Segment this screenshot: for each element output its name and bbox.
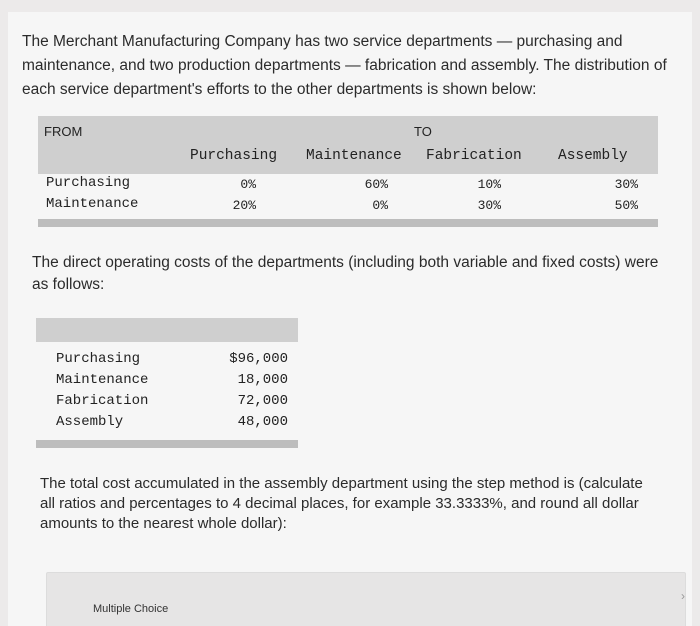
- costs-table-footer: [36, 440, 298, 448]
- distribution-table-footer: [38, 219, 658, 227]
- cell-maintenance-maintenance: 0%: [372, 198, 388, 213]
- cost-label-assembly: Assembly: [56, 414, 124, 430]
- costs-table: [36, 318, 298, 450]
- cost-value-assembly: 48,000: [237, 414, 288, 430]
- column-header-assembly: Assembly: [558, 148, 628, 164]
- cell-purchasing-fabrication: 10%: [477, 177, 501, 192]
- cost-label-purchasing: Purchasing: [56, 351, 141, 367]
- cell-maintenance-assembly: 50%: [614, 198, 638, 213]
- column-header-purchasing: Purchasing: [190, 148, 278, 164]
- cell-purchasing-purchasing: 0%: [240, 177, 256, 192]
- question-text: The total cost accumulated in the assembly department using the step method is (calculate all ratios and percentages to 4 decimal places, for example 33.3333%, and round all dollar amounts to the nearest whole dollar):: [40, 475, 643, 532]
- cell-maintenance-purchasing: 20%: [232, 198, 256, 213]
- distribution-table-header: [38, 116, 658, 174]
- cost-value-purchasing: $96,000: [229, 351, 288, 367]
- multiple-choice-label: Multiple Choice: [93, 603, 169, 615]
- cell-purchasing-assembly: 30%: [614, 177, 638, 192]
- to-label: TO: [414, 124, 432, 139]
- multiple-choice-panel[interactable]: [46, 572, 686, 626]
- cost-value-fabrication: 72,000: [237, 393, 288, 409]
- intro-paragraph: The Merchant Manufacturing Company has two service departments — purchasing and maintenance, and two production departments — fabrication and assembly. The distribution of each service department's efforts to the other departments is shown below:: [22, 33, 667, 98]
- cost-value-maintenance: 18,000: [237, 372, 288, 388]
- from-label: FROM: [44, 124, 83, 139]
- cell-purchasing-maintenance: 60%: [364, 177, 388, 192]
- column-header-maintenance: Maintenance: [306, 148, 402, 164]
- distribution-table: [38, 116, 658, 230]
- costs-table-header: [36, 318, 298, 342]
- column-header-fabrication: Fabrication: [426, 148, 522, 164]
- chevron-right-icon[interactable]: ›: [681, 589, 685, 603]
- cell-maintenance-fabrication: 30%: [477, 198, 501, 213]
- cost-label-fabrication: Fabrication: [56, 393, 149, 409]
- row-label-purchasing: Purchasing: [46, 175, 131, 191]
- row-label-maintenance: Maintenance: [46, 196, 139, 212]
- costs-paragraph: The direct operating costs of the departments (including both variable and fixed costs) were as follows:: [32, 254, 659, 293]
- cost-label-maintenance: Maintenance: [56, 372, 149, 388]
- page: [8, 12, 692, 626]
